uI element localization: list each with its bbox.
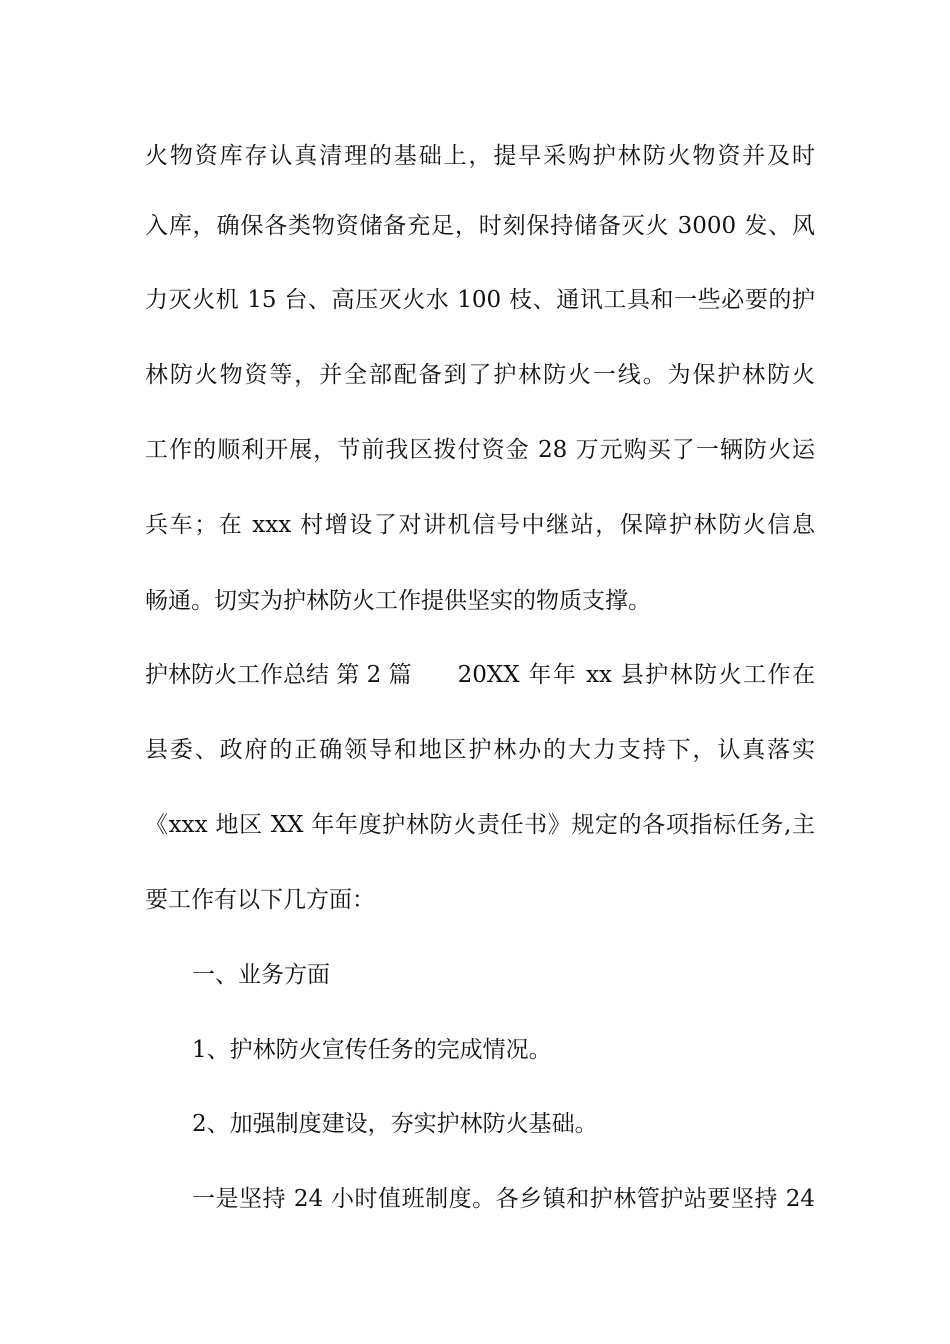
paragraph1-line-3: 力灭火机 15 台、高压灭火水 100 枝、通讯工具和一些必要的护 — [145, 287, 815, 313]
paragraph1-line-7: 畅通。切实为护林防火工作提供坚实的物质支撑。 — [145, 588, 651, 614]
section-heading-line — [145, 660, 815, 690]
subheading: 一、业务方面 — [192, 962, 330, 988]
paragraph1-line-4: 林防火物资等，并全部配备到了护林防火一线。为保护林防火 — [145, 362, 815, 388]
paragraph2-line-2: 《xxx 地区 XX 年年度护林防火责任书》规定的各项指标任务,主 — [145, 812, 815, 838]
paragraph2-line-3: 要工作有以下几方面： — [145, 887, 375, 913]
section-title: 护林防火工作总结 第 2 篇 — [145, 662, 412, 688]
paragraph2-line-1: 县委、政府的正确领导和地区护林办的大力支持下，认真落实 — [145, 737, 815, 763]
section-lead: 20XX 年年 xx 县护林防火工作在 — [457, 662, 815, 688]
list-item-2: 2、加强制度建设，夯实护林防火基础。 — [192, 1111, 598, 1137]
paragraph1-line-1: 火物资库存认真清理的基础上，提早采购护林防火物资并及时 — [145, 143, 815, 169]
paragraph1-line-5: 工作的顺利开展，节前我区拨付资金 28 万元购买了一辆防火运 — [145, 437, 815, 463]
paragraph1-line-6: 兵车；在 xxx 村增设了对讲机信号中继站，保障护林防火信息 — [145, 512, 815, 538]
paragraph1-line-2: 入库，确保各类物资储备充足，时刻保持储备灭火 3000 发、风 — [145, 213, 815, 239]
list-item-1: 1、护林防火宣传任务的完成情况。 — [192, 1037, 552, 1063]
paragraph3-line-1: 一是坚持 24 小时值班制度。各乡镇和护林管护站要坚持 24 — [192, 1186, 815, 1212]
